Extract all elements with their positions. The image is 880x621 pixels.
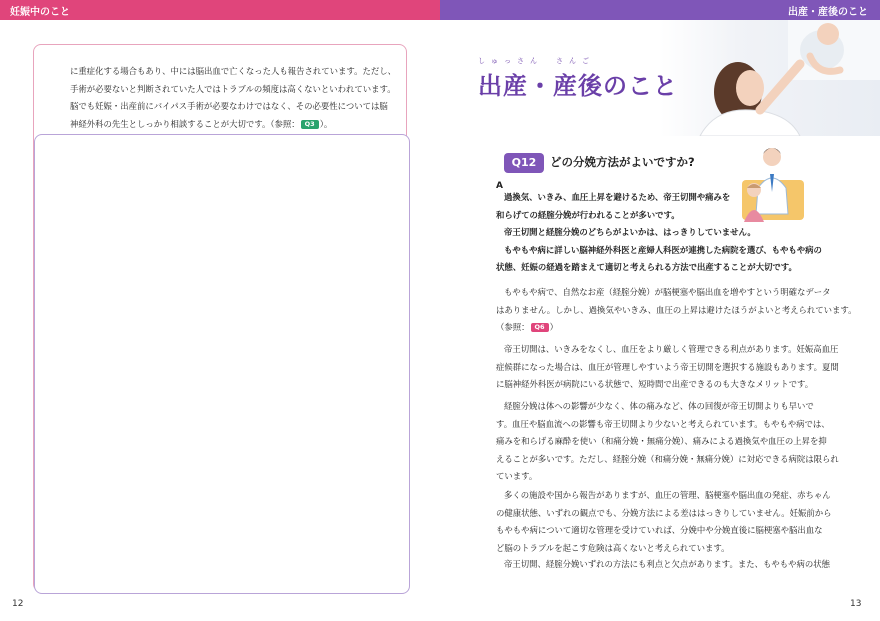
left-page-number: 12 xyxy=(12,599,24,609)
intro-line-end: ）。 xyxy=(319,118,333,129)
q12-body-line: 症候群になった場合は、血圧が管理しやすいよう帝王切開を選択する施設もあります。夏間 xyxy=(496,361,839,372)
chapter-title: 出産・産後のこと xyxy=(478,72,678,100)
q12-body-line: ています。 xyxy=(496,471,538,481)
ref-badge-q6[interactable]: Q6 xyxy=(531,323,549,332)
q12-body-line: えることが多いです。ただし、経腟分娩（和痛分娩・無痛分娩）に対応できる病院は限られ xyxy=(496,453,839,464)
q12-body-p2 xyxy=(496,341,839,394)
mother-baby-photo xyxy=(660,20,880,136)
q12-summary-line: もやもや病に詳しい脳神経外科医と産婦人科医が連携した病院を選び、もやもや病の xyxy=(504,244,822,255)
q12-summary-line: 状態、妊娠の経過を踏まえて適切と考えられる方法で出産することが大切です。 xyxy=(496,262,797,272)
q12-summary-line: 和らげての経腟分娩が行われることが多いです。 xyxy=(496,209,680,220)
q12-body-p5 xyxy=(496,556,830,574)
q12-summary-line: 過換気、いきみ、血圧上昇を避けるため、帝王切開や痛みを xyxy=(504,192,731,202)
q12-body-line: 帝王切開、経腟分娩いずれの方法にも利点と欠点があります。また、もやもや病の状態 xyxy=(504,559,830,569)
q12-answer-label: A xyxy=(496,181,503,191)
q12-body-line xyxy=(496,319,856,337)
q12-body-line: 多くの施設や国から報告がありますが、血圧の管理、脳梗塞や脳出血の発症、赤ちゃん xyxy=(504,490,831,500)
q12-body-p1 xyxy=(496,284,856,337)
right-page-number: 13 xyxy=(850,599,862,609)
q12-body-line-text: ） xyxy=(549,322,558,332)
q12-body-line: の健康状態、いずれの観点でも、分娩方法による差ははっきりしていません。妊娠前から xyxy=(496,507,832,518)
q12-body-line: 経腟分娩は体への影響が少なく、体の痛みなど、体の回復が帝王切開よりも早いで xyxy=(504,401,814,411)
left-header-bar xyxy=(0,0,440,20)
intro-line xyxy=(70,116,396,134)
left-header-title: 妊娠中のこと xyxy=(10,7,70,18)
right-header-bar xyxy=(440,0,880,20)
intro-line: 手術が必要ないと判断されていた人ではトラブルの頻度は高くないといわれています。 xyxy=(70,83,396,94)
right-header-title: 出産・産後のこと xyxy=(788,7,868,18)
q12-body-line: に脳神経外科医が病院にいる状態で、短時間で出産できるのも大きなメリットです。 xyxy=(496,379,814,389)
q12-summary-line: 帝王切開と経腟分娩のどちらがよいかは、はっきりしていません。 xyxy=(504,227,756,237)
intro-line: に重症化する場合もあり、中には脳出血で亡くなった人も報告されています。ただし、 xyxy=(70,66,396,76)
right-content-card xyxy=(34,134,410,594)
intro-line-text: 神経外科の先生としっかり相談することが大切です。（参照： xyxy=(70,118,300,129)
q12-body-line: もやもや病について適切な管理を受けていれば、分娩中や分娩直後に脳梗塞や脳出血な xyxy=(496,525,823,535)
q12-body-line: 痛みを和らげる麻酔を使い（和痛分娩・無痛分娩）、痛みによる過換気や血圧の上昇を抑 xyxy=(496,436,827,446)
q12-body-line: ど脳のトラブルを起こす危険は高くないと考えられています。 xyxy=(496,542,730,553)
q12-title: どの分娩方法がよいですか? xyxy=(550,155,695,169)
q12-body-line: 帝王切開は、いきみをなくし、血圧をより厳しく管理できる利点があります。妊娠高血圧 xyxy=(504,344,839,354)
q12-badge: Q12 xyxy=(504,153,544,173)
q12-body-p3 xyxy=(496,398,839,486)
q12-body-line-text: （参照： xyxy=(496,322,530,332)
q12-body-p4 xyxy=(496,487,832,557)
intro-section xyxy=(70,63,396,133)
ref-badge-q3[interactable]: Q3 xyxy=(301,120,319,129)
intro-line: 脳でも妊娠・出産前にバイパス手術が必要なわけではなく、その必要性については脳 xyxy=(70,101,388,111)
q12-body-line: す。血圧や脳血流への影響も帝王切開より少ないと考えられています。もやもや病では、 xyxy=(496,418,830,429)
chapter-title-ruby: しゅっさん さんご xyxy=(478,57,595,65)
q12-summary xyxy=(496,189,822,277)
q12-body-line: はありません。しかし、過換気やいきみ、血圧の上昇は避けたほうがよいと考えられています。 xyxy=(496,304,857,315)
q12-body-line: もやもや病で、自然なお産（経腟分娩）が脳梗塞や脳出血を増やすという明確なデータ xyxy=(504,287,831,297)
